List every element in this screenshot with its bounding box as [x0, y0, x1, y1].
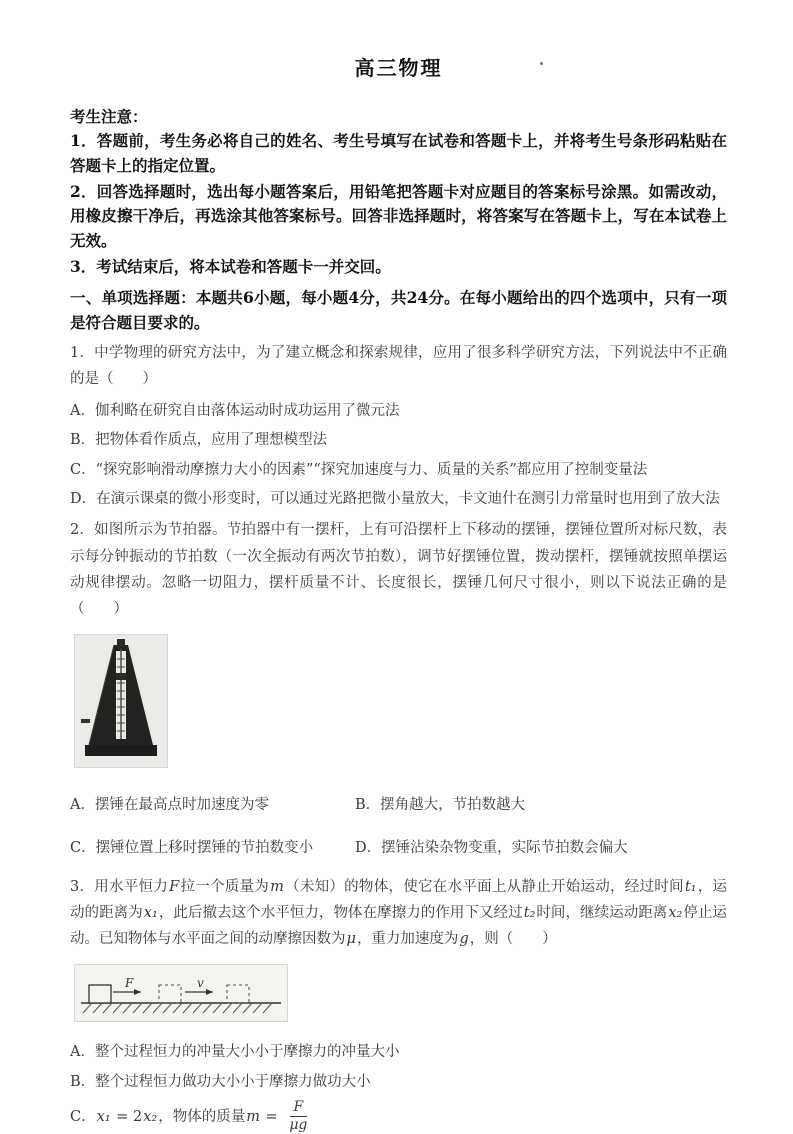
q3c-var-x1: x₁ [96, 1108, 111, 1125]
q3c-text: = 2 [111, 1108, 143, 1125]
q3-text: （未知）的物体，使它在水平面上从静止开始运动，经过时间 [284, 878, 684, 895]
page-title: 高三物理 [354, 56, 443, 80]
question-3-option-b: B．整个过程恒力做功大小小于摩擦力做功大小 [70, 1073, 371, 1090]
question-1-option-c: C．“探究影响滑动摩擦力大小的因素”“探究加速度与力、质量的关系”都应用了控制变量法 [70, 461, 648, 478]
svg-text:v: v [197, 976, 204, 991]
question-2-options-row-2 [70, 830, 727, 866]
section-heading: 一、单项选择题：本题共6小题，每小题4分，共24分。在每小题给出的四个选项中，只有一项是符合题目要求的。 [70, 287, 727, 332]
notice-item-1: 1．答题前，考生务必将自己的姓名、考生号填写在试卷和答题卡上，并将考生号条形码粘贴在答题卡上的指定位置。 [70, 131, 727, 175]
question-2-options-row-1 [70, 787, 727, 823]
q3c-var-x2: x₂ [143, 1108, 158, 1125]
q3-text: 停止运动。已知物体与水平面之间的动摩擦因数为 [70, 904, 728, 947]
q3c-text: = [260, 1108, 283, 1125]
question-2-stem: 2．如图所示为节拍器。节拍器中有一摆杆，上有可沿摆杆上下移动的摆锤，摆锤位置所对标尺数，表示每分钟振动的节拍数（一次全振动有两次节拍数），调节好摆锤位置，拨动摆杆，摆锤就按照单摆运动规律摆动。忽略一切阻力，摆杆质量不计、长度很长，摆锤几何尺寸很小，则以下说法正确的是（ ） [70, 522, 727, 617]
q3c-text: ，物体的质量 [158, 1108, 246, 1125]
q3-text: ，此后撤去这个水平恒力，物体在摩擦力的作用下又经过 [158, 904, 523, 921]
q3-var-t1: t₁ [684, 878, 697, 895]
q3-text: 3．用水平恒力 [70, 878, 169, 895]
question-2-option-d: D．摆锤沾染杂物变重，实际节拍数会偏大 [355, 840, 628, 857]
question-1-option-d: D．在演示课桌的微小形变时，可以通过光路把微小量放大，卡文迪什在测引力常量时也用到了放大法 [70, 490, 720, 507]
question-2-option-c: C．摆锤位置上移时摆锤的节拍数变小 [70, 840, 314, 857]
q3-text: ，重力加速度为 [356, 930, 459, 947]
metronome-illustration [75, 635, 167, 763]
notice-heading: 考生注意： [70, 107, 148, 126]
question-2-option-a: A．摆锤在最高点时加速度为零 [70, 796, 269, 813]
question-1-option-b: B．把物体看作质点，应用了理想模型法 [70, 432, 328, 449]
q3-var-g: g [459, 930, 469, 947]
fraction-F-over-mu-g [285, 1100, 311, 1134]
q3-text: 距离为 [99, 904, 143, 921]
block-diagram-illustration [75, 965, 287, 1017]
q3-text: ，则（ ） [469, 930, 557, 947]
q3-text: 时间，继续运动距离 [536, 904, 668, 921]
q3-var-x2: x₂ [668, 904, 683, 921]
notice-item-2: 2．回答选择题时，选出每小题答案后，用铅笔把答题卡对应题目的答案标号涂黑。如需改动，用橡皮擦干净后，再选涂其他答案标号。回答非选择题时，将答案写在答题卡上，写在本试卷上无效。 [70, 181, 727, 251]
q3-var-t2: t₂ [523, 904, 536, 921]
scan-artifact-dot [540, 62, 543, 65]
q3-var-x1: x₁ [143, 904, 158, 921]
q3-text: ，运动的 [70, 878, 728, 921]
q3c-text: C． [70, 1108, 96, 1125]
question-3-option-a: A．整个过程恒力的冲量大小小于摩擦力的冲量大小 [70, 1044, 400, 1061]
question-3-option-c [70, 1100, 727, 1134]
notice-item-3: 3．考试结束后，将本试卷和答题卡一并交回。 [70, 256, 391, 276]
fraction-denominator: μg [289, 1117, 308, 1134]
question-3-stem [70, 874, 727, 952]
fraction-numerator: F [290, 1100, 308, 1117]
q3-text: 拉一个质量为 [180, 878, 270, 895]
question-1-stem: 1．中学物理的研究方法中，为了建立概念和探索规律，应用了很多科学研究方法，下列说法中不正确的是（ ） [70, 345, 727, 388]
question-2-option-b: B．摆角越大，节拍数越大 [355, 796, 526, 813]
q3-var-F: F [169, 878, 180, 895]
block-diagram-figure [74, 964, 288, 1022]
q3-var-mu: μ [346, 930, 356, 947]
metronome-figure [74, 634, 168, 768]
q3c-var-m: m [246, 1108, 260, 1125]
question-1-option-a: A．伽利略在研究自由落体运动时成功运用了微元法 [70, 402, 400, 419]
svg-text:F: F [125, 976, 134, 991]
q3-var-m: m [270, 878, 284, 895]
